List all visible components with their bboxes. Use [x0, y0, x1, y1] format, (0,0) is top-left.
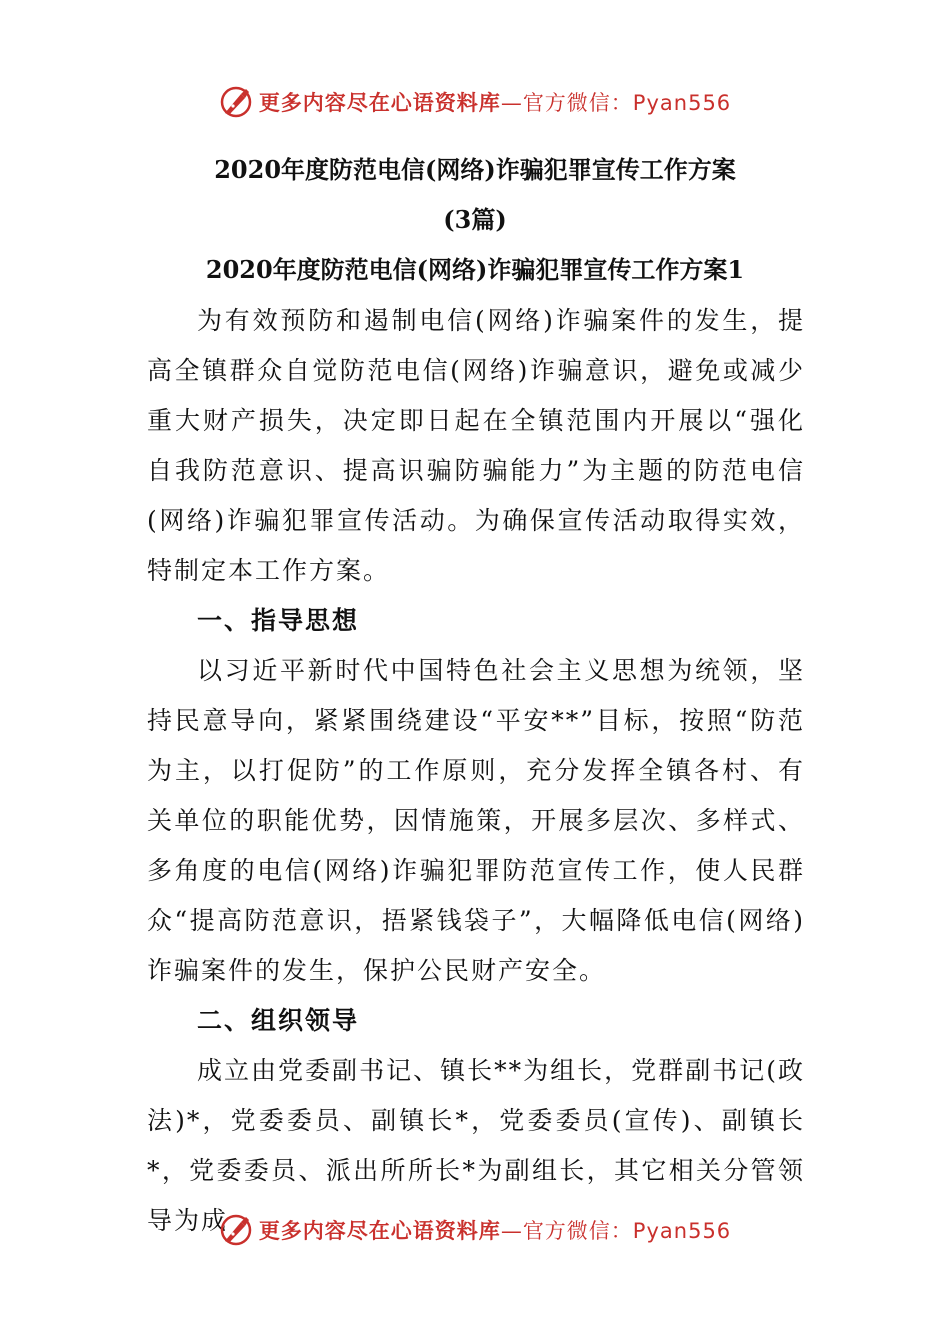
watermark-banner-bottom — [0, 1208, 950, 1252]
pen-nib-logo-icon — [219, 1213, 253, 1247]
watermark-text: 更多内容尽在心语资料库—官方微信：Pyan556 — [258, 1219, 732, 1243]
section-heading-organization: 二、组织领导 — [197, 1006, 360, 1035]
pen-nib-logo-icon — [219, 85, 253, 119]
watermark-banner-top — [0, 80, 950, 124]
section-heading-guiding-thought: 一、指导思想 — [197, 606, 360, 635]
intro-paragraph: 为有效预防和遏制电信(网络)诈骗案件的发生，提高全镇群众自觉防范电信(网络)诈骗意识，避免或减少重大财产损失，决定即日起在全镇范围内开展以“强化自我防范意识、提高识骗防骗能力”为主题的防范电信(网络)诈骗犯罪宣传活动。为确保宣传活动取得实效，特制定本工作方案。 — [147, 306, 805, 585]
document-body — [147, 296, 805, 1246]
document-title: 2020年度防范电信(网络)诈骗犯罪宣传工作方案 — [214, 155, 736, 184]
watermark-text: 更多内容尽在心语资料库—官方微信：Pyan556 — [258, 91, 732, 115]
organization-paragraph: 成立由党委副书记、镇长**为组长，党群副书记(政法)*，党委委员、副镇长*，党委委员(宣传)、副镇长*，党委委员、派出所所长*为副组长，其它相关分管领导为成 — [147, 1056, 805, 1235]
guiding-thought-paragraph: 以习近平新时代中国特色社会主义思想为统领，坚持民意导向，紧紧围绕建设“平安**”目标，按照“防范为主，以打促防”的工作原则，充分发挥全镇各村、有关单位的职能优势，因情施策，开展多层次、多样式、多角度的电信(网络)诈骗犯罪防范宣传工作，使人民群众“提高防范意识，捂紧钱袋子”，大幅降低电信(网络)诈骗案件的发生，保护公民财产安全。 — [147, 656, 805, 985]
document-title-count: (3篇) — [443, 205, 507, 234]
document-subtitle: 2020年度防范电信(网络)诈骗犯罪宣传工作方案1 — [205, 255, 745, 284]
